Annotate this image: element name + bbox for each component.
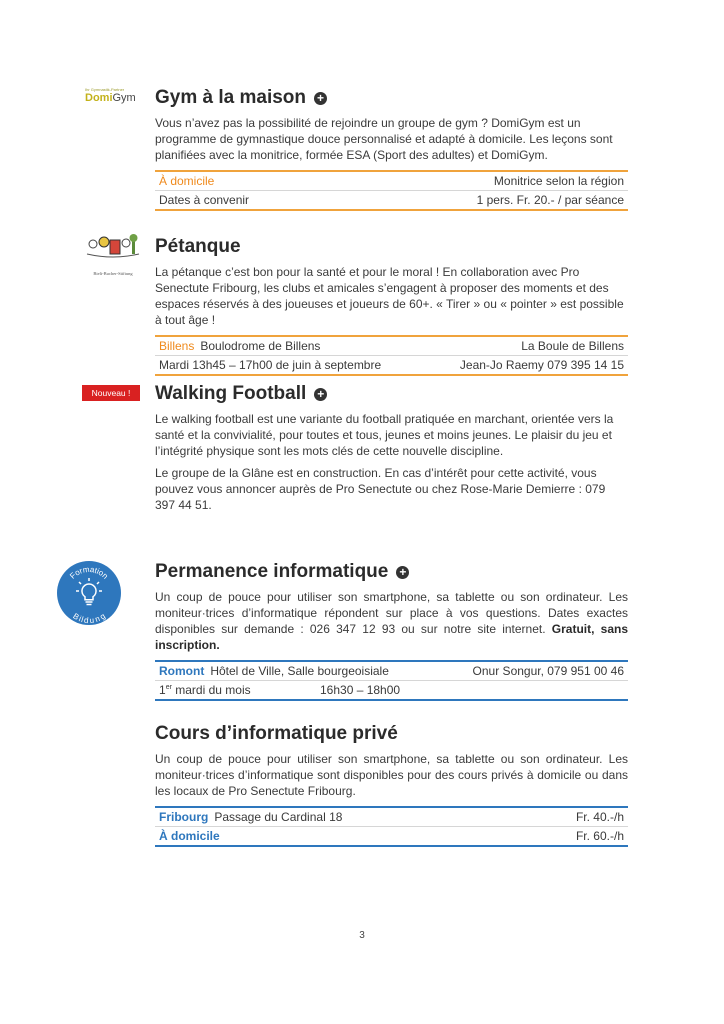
permanence-contact: Onur Songur, 079 951 00 46 xyxy=(472,664,624,678)
cours-price-fribourg: Fr. 40.-/h xyxy=(575,810,624,824)
table-row xyxy=(155,808,628,826)
cours-venue: Passage du Cardinal 18 xyxy=(214,810,343,824)
domigym-logo-brand-b: Gym xyxy=(112,92,136,104)
plus-icon[interactable]: + xyxy=(314,92,327,105)
table-row xyxy=(155,190,628,209)
table-row xyxy=(155,662,628,680)
gym-price: 1 pers. Fr. 20.- / par séance xyxy=(476,193,624,207)
walking-title: Walking Football xyxy=(155,383,307,404)
gym-instructor: Monitrice selon la région xyxy=(493,174,624,188)
section-cours-prive xyxy=(155,723,628,847)
domigym-logo xyxy=(85,88,145,110)
gym-location: À domicile xyxy=(159,174,215,188)
walking-contact-text: Le groupe de la Glâne est en construction. En cas d’intérêt pour cette activité, vous pouvez vous annoncer auprès de Pro Senectute ou chez Rose-Marie Demierre : 079 397 44 51. xyxy=(155,466,606,512)
table-row xyxy=(155,680,628,699)
table-row xyxy=(155,355,628,374)
section-petanque xyxy=(155,236,628,376)
permanence-title: Permanence informatique xyxy=(155,561,389,582)
table-row xyxy=(155,826,628,845)
petanque-venue: Boulodrome de Billens xyxy=(200,339,321,353)
cours-place: Fribourg xyxy=(159,810,209,824)
permanence-venue: Hôtel de Ville, Salle bourgeoisiale xyxy=(210,664,389,678)
table-row xyxy=(155,337,628,355)
gym-description: Vous n’avez pas la possibilité de rejoindre un groupe de gym ? DomiGym est un programme de gymnastique douce personnalisé et adapté à domicile. Les leçons sont planifiées avec la monitrice, formée ESA (Sport des adultes) et DomiGym. xyxy=(155,116,613,162)
permanence-day-rest: mardi du mois xyxy=(171,683,251,697)
cours-title: Cours d’informatique privé xyxy=(155,723,398,744)
petanque-place: Billens xyxy=(159,339,195,353)
formation-badge-bottom: Bildung xyxy=(71,611,107,626)
domigym-logo-tagline: Ihr Gymnastik-Partner xyxy=(85,87,125,92)
permanence-day xyxy=(159,683,251,697)
bieli-bucher-emblem-icon xyxy=(83,232,143,264)
section-walking-football xyxy=(155,383,628,513)
gym-dates: Dates à convenir xyxy=(159,193,250,207)
petanque-info-table xyxy=(155,335,628,376)
bieli-bucher-logo xyxy=(78,232,148,280)
permanence-day-sup: er xyxy=(165,684,172,691)
permanence-info-table xyxy=(155,660,628,701)
gym-title: Gym à la maison xyxy=(155,87,307,108)
petanque-description: La pétanque c’est bon pour la santé et pour le moral ! En collaboration avec Pro Senectute Fribourg, les clubs et amicales s’engagent à proposer des moments et des espaces réservés à des joueuses et joueurs de 60+. « Tirer » ou « pointer » est possible à tout âge ! xyxy=(155,265,624,327)
petanque-title: Pétanque xyxy=(155,236,241,257)
section-gym xyxy=(155,87,628,211)
cours-home: À domicile xyxy=(159,829,220,843)
permanence-day-num: 1 xyxy=(159,683,166,697)
cours-info-table xyxy=(155,806,628,847)
permanence-body-text: Un coup de pouce pour utiliser son smartphone, sa tablette ou son ordinateur. Les moniteur·trices d’informatique répondent sur place à vos questions. Dates exactes disponibles sur demande : 026 347 12 93 ou sur notre site internet. xyxy=(155,590,628,636)
new-badge: Nouveau ! xyxy=(82,385,140,401)
petanque-contact: Jean-Jo Raemy 079 395 14 15 xyxy=(459,358,624,372)
table-row xyxy=(155,172,628,190)
permanence-free-text: Gratuit, sans inscription. xyxy=(155,622,628,652)
gym-info-table xyxy=(155,170,628,211)
permanence-time: 16h30 – 18h00 xyxy=(320,683,401,697)
petanque-schedule: Mardi 13h45 – 17h00 de juin à septembre xyxy=(159,358,382,372)
page-number: 3 xyxy=(359,930,365,941)
lightbulb-icon xyxy=(56,560,122,626)
cours-price-home: Fr. 60.-/h xyxy=(575,829,624,843)
petanque-club: La Boule de Billens xyxy=(521,339,624,353)
section-permanence xyxy=(155,561,628,701)
cours-description: Un coup de pouce pour utiliser son smartphone, sa tablette ou son ordinateur. Les moniteur·trices d’informatique sont disponibles pour des cours privés à domicile ou dans les locaux de Pro Senectute Fribourg. xyxy=(155,752,628,798)
walking-description: Le walking football est une variante du football pratiquée en marchant, orientée vers la santé et la convivialité, pour toutes et tous, jeunes et moins jeunes. Le plaisir du jeu et l’intégrité physique sont les mots clés de cette nouvelle discipline. xyxy=(155,412,614,458)
permanence-description xyxy=(155,589,628,653)
bieli-bucher-caption: Bieli-Bucher-Stiftung xyxy=(93,271,133,276)
formation-badge xyxy=(56,560,122,626)
formation-badge-top: Formation xyxy=(68,564,110,581)
plus-icon[interactable]: + xyxy=(396,566,409,579)
domigym-logo-brand-a: Domi xyxy=(85,92,113,104)
permanence-place: Romont xyxy=(159,664,205,678)
plus-icon[interactable]: + xyxy=(314,388,327,401)
